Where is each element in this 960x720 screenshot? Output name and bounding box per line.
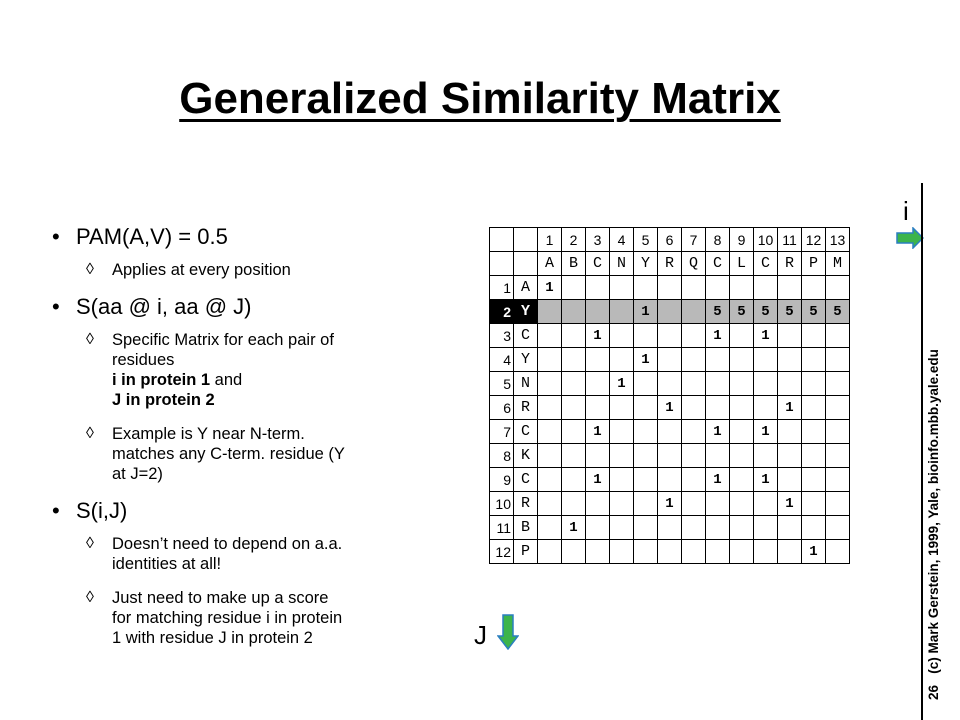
matrix-cell bbox=[610, 492, 634, 516]
matrix-row bbox=[490, 516, 850, 540]
sub-bullet-item bbox=[50, 588, 430, 648]
matrix-cell bbox=[658, 348, 682, 372]
matrix-cell bbox=[538, 444, 562, 468]
matrix-cell bbox=[562, 276, 586, 300]
bullet-item bbox=[50, 224, 430, 250]
sub-bullet-line: Applies at every position bbox=[112, 261, 291, 279]
matrix-cell bbox=[562, 372, 586, 396]
matrix-cell bbox=[634, 468, 658, 492]
bullet-dot: • bbox=[52, 498, 60, 523]
matrix-cell bbox=[610, 396, 634, 420]
matrix-cell bbox=[538, 396, 562, 420]
matrix-cell bbox=[826, 516, 850, 540]
matrix-cell bbox=[730, 324, 754, 348]
corner-cell bbox=[514, 252, 538, 276]
matrix-cell bbox=[610, 516, 634, 540]
matrix-cell bbox=[730, 372, 754, 396]
diamond-bullet-icon: ◊ bbox=[86, 331, 94, 348]
bullet-text: S(i,J) bbox=[76, 498, 128, 523]
matrix-cell bbox=[562, 300, 586, 324]
matrix-cell bbox=[658, 468, 682, 492]
matrix-cell: 1 bbox=[754, 420, 778, 444]
column-number: 11 bbox=[778, 228, 802, 252]
row-residue: N bbox=[514, 372, 538, 396]
matrix-cell bbox=[754, 372, 778, 396]
matrix-cell bbox=[730, 516, 754, 540]
row-residue: Y bbox=[514, 300, 538, 324]
matrix-cell bbox=[634, 492, 658, 516]
sub-bullet-line: identities at all! bbox=[112, 555, 222, 573]
matrix-cell bbox=[538, 324, 562, 348]
matrix-cell bbox=[658, 540, 682, 564]
matrix-cell bbox=[706, 540, 730, 564]
row-number: 7 bbox=[490, 420, 514, 444]
matrix-cell bbox=[826, 420, 850, 444]
matrix-row bbox=[490, 420, 850, 444]
matrix-row bbox=[490, 276, 850, 300]
column-number: 9 bbox=[730, 228, 754, 252]
column-residue: A bbox=[538, 252, 562, 276]
matrix-cell bbox=[682, 540, 706, 564]
matrix-cell bbox=[538, 516, 562, 540]
matrix-cell bbox=[682, 492, 706, 516]
matrix-cell bbox=[586, 540, 610, 564]
matrix-cell bbox=[730, 420, 754, 444]
matrix-header-numbers bbox=[490, 228, 850, 252]
column-number: 8 bbox=[706, 228, 730, 252]
matrix-cell bbox=[586, 276, 610, 300]
matrix-cell bbox=[658, 420, 682, 444]
sub-bullet-line: Just need to make up a score bbox=[112, 589, 329, 607]
matrix-cell bbox=[778, 348, 802, 372]
matrix-cell bbox=[658, 276, 682, 300]
row-number: 9 bbox=[490, 468, 514, 492]
matrix-cell: 1 bbox=[706, 420, 730, 444]
matrix-cell bbox=[826, 372, 850, 396]
matrix-cell bbox=[730, 348, 754, 372]
credit-line bbox=[926, 200, 941, 700]
sub-bullet-line: Example is Y near N-term. bbox=[112, 425, 305, 443]
arrow-right-icon bbox=[896, 227, 924, 249]
matrix-cell bbox=[826, 444, 850, 468]
bullet-item bbox=[50, 294, 430, 320]
matrix-cell bbox=[586, 348, 610, 372]
matrix-cell bbox=[730, 276, 754, 300]
axis-label-j: J bbox=[474, 620, 487, 650]
matrix-cell bbox=[826, 348, 850, 372]
matrix-cell bbox=[802, 372, 826, 396]
row-number: 10 bbox=[490, 492, 514, 516]
diamond-bullet-icon: ◊ bbox=[86, 535, 94, 552]
bullet-text: S(aa @ i, aa @ J) bbox=[76, 294, 252, 319]
matrix-cell bbox=[562, 324, 586, 348]
matrix-cell bbox=[610, 348, 634, 372]
matrix-cell bbox=[826, 396, 850, 420]
matrix-cell bbox=[538, 300, 562, 324]
column-number: 10 bbox=[754, 228, 778, 252]
matrix-cell bbox=[754, 396, 778, 420]
matrix-cell bbox=[730, 468, 754, 492]
matrix-cell bbox=[562, 468, 586, 492]
matrix-cell: 5 bbox=[778, 300, 802, 324]
bullet-item bbox=[50, 498, 430, 524]
column-residue: Y bbox=[634, 252, 658, 276]
sub-bullet-line: 1 with residue J in protein 2 bbox=[112, 629, 313, 647]
matrix-cell bbox=[778, 468, 802, 492]
matrix-cell bbox=[682, 396, 706, 420]
bullet-text: PAM(A,V) = 0.5 bbox=[76, 224, 228, 249]
column-residue: C bbox=[586, 252, 610, 276]
matrix-cell bbox=[706, 492, 730, 516]
row-number: 2 bbox=[490, 300, 514, 324]
matrix-row bbox=[490, 444, 850, 468]
matrix-cell bbox=[562, 492, 586, 516]
corner-cell bbox=[490, 228, 514, 252]
matrix-cell bbox=[826, 276, 850, 300]
column-number: 2 bbox=[562, 228, 586, 252]
matrix-cell bbox=[682, 372, 706, 396]
matrix-cell bbox=[706, 444, 730, 468]
matrix-cell bbox=[778, 372, 802, 396]
matrix-cell bbox=[754, 516, 778, 540]
column-number: 13 bbox=[826, 228, 850, 252]
matrix-cell: 1 bbox=[658, 396, 682, 420]
matrix-row bbox=[490, 372, 850, 396]
sub-bullet-line: for matching residue i in protein bbox=[112, 609, 343, 627]
matrix-row bbox=[490, 540, 850, 564]
matrix-cell bbox=[730, 396, 754, 420]
matrix-cell bbox=[730, 444, 754, 468]
matrix-cell: 1 bbox=[706, 468, 730, 492]
matrix-cell: 1 bbox=[610, 372, 634, 396]
sub-bullet-line: J in protein 2 bbox=[112, 391, 215, 409]
matrix-cell bbox=[562, 420, 586, 444]
matrix-cell bbox=[802, 348, 826, 372]
matrix-cell: 1 bbox=[754, 324, 778, 348]
matrix-cell: 5 bbox=[802, 300, 826, 324]
column-residue: B bbox=[562, 252, 586, 276]
matrix-cell bbox=[826, 540, 850, 564]
corner-cell bbox=[514, 228, 538, 252]
matrix-cell: 1 bbox=[802, 540, 826, 564]
matrix-cell: 1 bbox=[586, 468, 610, 492]
matrix-row bbox=[490, 300, 850, 324]
matrix-cell bbox=[538, 468, 562, 492]
matrix-cell bbox=[802, 468, 826, 492]
column-residue: M bbox=[826, 252, 850, 276]
matrix-cell: 1 bbox=[658, 492, 682, 516]
credit-divider bbox=[921, 183, 923, 720]
matrix-cell bbox=[682, 420, 706, 444]
matrix-row bbox=[490, 468, 850, 492]
sub-bullet-line: residues bbox=[112, 351, 175, 369]
matrix-cell bbox=[634, 516, 658, 540]
matrix-cell bbox=[682, 348, 706, 372]
sub-bullet-item bbox=[50, 260, 430, 280]
column-residue: N bbox=[610, 252, 634, 276]
column-number: 6 bbox=[658, 228, 682, 252]
column-residue: R bbox=[778, 252, 802, 276]
credit-text: (c) Mark Gerstein, 1999, Yale, bioinfo.mbb.yale.edu bbox=[926, 349, 941, 674]
matrix-cell bbox=[562, 348, 586, 372]
diamond-bullet-icon: ◊ bbox=[86, 589, 94, 606]
matrix-cell bbox=[802, 516, 826, 540]
matrix-cell bbox=[682, 468, 706, 492]
matrix-cell bbox=[778, 444, 802, 468]
matrix-cell: 5 bbox=[706, 300, 730, 324]
matrix-cell bbox=[658, 372, 682, 396]
row-residue: B bbox=[514, 516, 538, 540]
matrix-cell: 1 bbox=[586, 420, 610, 444]
matrix-cell bbox=[610, 420, 634, 444]
matrix-cell bbox=[610, 276, 634, 300]
matrix-cell bbox=[538, 492, 562, 516]
matrix-cell: 1 bbox=[586, 324, 610, 348]
matrix-cell bbox=[754, 276, 778, 300]
sub-bullet-item bbox=[50, 330, 430, 410]
matrix-cell: 1 bbox=[634, 348, 658, 372]
bullet-dot: • bbox=[52, 224, 60, 249]
matrix-cell bbox=[562, 396, 586, 420]
matrix-cell bbox=[802, 276, 826, 300]
row-number: 4 bbox=[490, 348, 514, 372]
matrix-cell bbox=[586, 300, 610, 324]
sub-bullet-line: Specific Matrix for each pair of bbox=[112, 331, 334, 349]
matrix-cell bbox=[802, 492, 826, 516]
row-residue: K bbox=[514, 444, 538, 468]
matrix-cell bbox=[634, 420, 658, 444]
matrix-cell bbox=[778, 540, 802, 564]
matrix-cell bbox=[754, 444, 778, 468]
matrix-cell bbox=[778, 324, 802, 348]
matrix-header-residues bbox=[490, 252, 850, 276]
matrix-cell bbox=[802, 420, 826, 444]
matrix-cell bbox=[610, 324, 634, 348]
matrix-cell bbox=[538, 372, 562, 396]
sub-bullet-line: Doesn’t need to depend on a.a. bbox=[112, 535, 343, 553]
row-residue: C bbox=[514, 324, 538, 348]
column-residue: C bbox=[706, 252, 730, 276]
row-residue: C bbox=[514, 420, 538, 444]
matrix-cell bbox=[706, 396, 730, 420]
row-residue: P bbox=[514, 540, 538, 564]
bullet-list bbox=[50, 224, 430, 662]
bullet-dot: • bbox=[52, 294, 60, 319]
row-number: 1 bbox=[490, 276, 514, 300]
column-number: 5 bbox=[634, 228, 658, 252]
arrow-down-icon bbox=[497, 614, 519, 650]
row-number: 5 bbox=[490, 372, 514, 396]
matrix-row bbox=[490, 324, 850, 348]
slide-title: Generalized Similarity Matrix bbox=[179, 74, 781, 123]
matrix-cell bbox=[658, 324, 682, 348]
column-residue: R bbox=[658, 252, 682, 276]
matrix-row bbox=[490, 348, 850, 372]
sub-bullet-item bbox=[50, 424, 430, 484]
diamond-bullet-icon: ◊ bbox=[86, 261, 94, 278]
row-residue: R bbox=[514, 396, 538, 420]
axis-label-i: i bbox=[903, 196, 909, 226]
matrix-cell bbox=[826, 468, 850, 492]
row-number: 12 bbox=[490, 540, 514, 564]
matrix-cell bbox=[754, 540, 778, 564]
matrix-cell bbox=[754, 348, 778, 372]
matrix-cell bbox=[802, 324, 826, 348]
matrix-cell bbox=[610, 468, 634, 492]
matrix-cell bbox=[586, 516, 610, 540]
matrix-cell bbox=[634, 396, 658, 420]
matrix-cell: 1 bbox=[538, 276, 562, 300]
matrix-cell: 1 bbox=[778, 396, 802, 420]
matrix-cell bbox=[802, 396, 826, 420]
sub-bullet-item bbox=[50, 534, 430, 574]
matrix-cell bbox=[802, 444, 826, 468]
column-number: 7 bbox=[682, 228, 706, 252]
matrix-cell bbox=[658, 444, 682, 468]
matrix-cell bbox=[682, 300, 706, 324]
corner-cell bbox=[490, 252, 514, 276]
row-residue: A bbox=[514, 276, 538, 300]
matrix-cell bbox=[826, 492, 850, 516]
row-residue: C bbox=[514, 468, 538, 492]
matrix-cell bbox=[586, 396, 610, 420]
sub-bullet-line: at J=2) bbox=[112, 465, 163, 483]
matrix-cell bbox=[706, 516, 730, 540]
row-residue: R bbox=[514, 492, 538, 516]
matrix-cell bbox=[730, 492, 754, 516]
matrix-cell bbox=[706, 372, 730, 396]
matrix-cell bbox=[586, 372, 610, 396]
matrix-cell bbox=[730, 540, 754, 564]
row-residue: Y bbox=[514, 348, 538, 372]
row-number: 11 bbox=[490, 516, 514, 540]
row-number: 6 bbox=[490, 396, 514, 420]
column-number: 4 bbox=[610, 228, 634, 252]
matrix-cell bbox=[634, 372, 658, 396]
matrix-cell: 1 bbox=[634, 300, 658, 324]
matrix-cell bbox=[562, 444, 586, 468]
matrix-row bbox=[490, 492, 850, 516]
matrix-row bbox=[490, 396, 850, 420]
matrix-cell bbox=[682, 516, 706, 540]
matrix-cell bbox=[634, 324, 658, 348]
matrix-cell bbox=[538, 348, 562, 372]
matrix-cell bbox=[634, 276, 658, 300]
column-number: 12 bbox=[802, 228, 826, 252]
column-residue: L bbox=[730, 252, 754, 276]
matrix-cell: 1 bbox=[706, 324, 730, 348]
column-residue: C bbox=[754, 252, 778, 276]
matrix-cell bbox=[610, 444, 634, 468]
matrix-cell bbox=[538, 540, 562, 564]
matrix-cell: 1 bbox=[778, 492, 802, 516]
matrix-cell bbox=[682, 324, 706, 348]
matrix-cell bbox=[778, 276, 802, 300]
matrix-cell bbox=[682, 276, 706, 300]
matrix-cell bbox=[538, 420, 562, 444]
row-number: 3 bbox=[490, 324, 514, 348]
diamond-bullet-icon: ◊ bbox=[86, 425, 94, 442]
matrix-cell bbox=[706, 348, 730, 372]
matrix-cell bbox=[610, 300, 634, 324]
matrix-cell bbox=[826, 324, 850, 348]
similarity-matrix bbox=[489, 227, 850, 564]
matrix-cell bbox=[682, 444, 706, 468]
matrix-cell bbox=[658, 516, 682, 540]
matrix-cell bbox=[586, 492, 610, 516]
matrix-cell: 5 bbox=[826, 300, 850, 324]
sub-bullet-line: i in protein 1 and bbox=[112, 371, 243, 389]
sub-bullet-line: matches any C-term. residue (Y bbox=[112, 445, 345, 463]
slide-number: 26 bbox=[926, 684, 941, 700]
matrix-cell: 1 bbox=[562, 516, 586, 540]
matrix-cell bbox=[634, 444, 658, 468]
matrix-cell bbox=[562, 540, 586, 564]
matrix-cell bbox=[778, 516, 802, 540]
column-number: 3 bbox=[586, 228, 610, 252]
column-number: 1 bbox=[538, 228, 562, 252]
matrix-cell: 5 bbox=[730, 300, 754, 324]
matrix-cell bbox=[706, 276, 730, 300]
matrix-cell bbox=[658, 300, 682, 324]
matrix-cell bbox=[754, 492, 778, 516]
column-residue: Q bbox=[682, 252, 706, 276]
matrix-cell bbox=[634, 540, 658, 564]
matrix-cell: 5 bbox=[754, 300, 778, 324]
column-residue: P bbox=[802, 252, 826, 276]
matrix-cell: 1 bbox=[754, 468, 778, 492]
matrix-cell bbox=[586, 444, 610, 468]
matrix-cell bbox=[610, 540, 634, 564]
matrix-cell bbox=[778, 420, 802, 444]
row-number: 8 bbox=[490, 444, 514, 468]
